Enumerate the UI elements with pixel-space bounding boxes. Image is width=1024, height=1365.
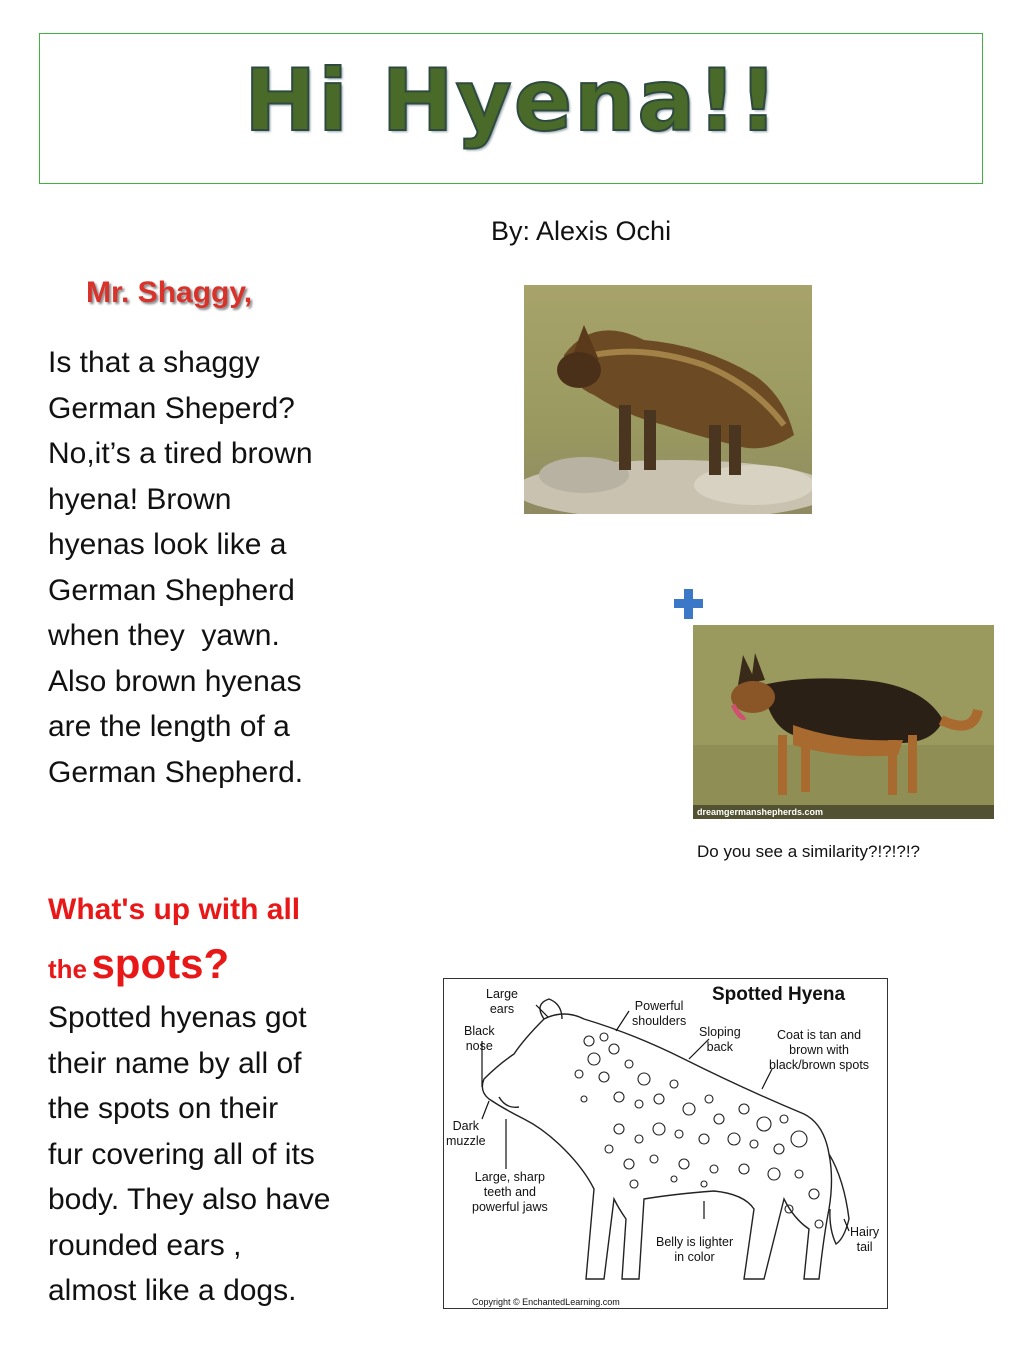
heading-word-the: the	[48, 954, 87, 984]
text-line: German Shepherd	[48, 573, 295, 607]
paragraph-shaggy	[48, 340, 378, 795]
label-large-ears: Large ears	[486, 987, 518, 1016]
brown-hyena-photo	[524, 285, 812, 514]
label-belly: Belly is lighter in color	[656, 1235, 734, 1264]
text-line: Is that a shaggy	[48, 346, 260, 379]
text-line: No,it’s a tired brown	[48, 437, 313, 470]
text-line: are the length of a	[48, 710, 290, 743]
paragraph-spots	[48, 995, 388, 1314]
text-line: body. They also have	[48, 1183, 331, 1216]
diagram-title: Spotted Hyena	[712, 984, 846, 1005]
text-line: German Shepherd.	[48, 755, 304, 789]
text-line: Also brown hyenas	[48, 664, 302, 698]
text-line: when they yawn.	[48, 619, 280, 652]
text-line: German Sheperd?	[48, 391, 295, 425]
diagram-copyright: Copyright © EnchantedLearning.com	[472, 1297, 620, 1307]
text-line: fur covering all of its	[48, 1137, 315, 1171]
photo-watermark: dreamgermanshepherds.com	[697, 807, 824, 817]
label-hairy-tail: Hairy tail	[850, 1225, 880, 1254]
text-line: almost like a dogs.	[48, 1274, 297, 1307]
author-byline: By: Alexis Ochi	[491, 216, 672, 246]
heading-word-spots: spots?	[91, 940, 230, 987]
label-powerful-shoulders: Powerful shoulders	[632, 999, 687, 1028]
similarity-caption: Do you see a similarity?!?!?!?	[697, 842, 920, 861]
page-title: Hi Hyena!!	[244, 51, 780, 151]
text-line: hyenas look like a	[48, 528, 287, 561]
text-line: the spots on their	[48, 1092, 279, 1125]
text-line: hyena! Brown	[48, 482, 232, 516]
label-teeth-jaws: Large, sharp teeth and powerful jaws	[472, 1170, 548, 1214]
german-shepherd-photo	[693, 625, 994, 819]
text-line: Spotted hyenas got	[48, 1001, 307, 1034]
label-sloping-back: Sloping back	[699, 1025, 741, 1054]
plus-icon	[672, 587, 704, 621]
text-line: their name by all of	[48, 1046, 302, 1080]
label-black-nose: Black nose	[464, 1024, 495, 1053]
text-line: rounded ears ,	[48, 1228, 242, 1262]
section-heading-spots: What's up with all	[48, 893, 301, 926]
label-coat: Coat is tan and brown with black/brown spots	[769, 1028, 870, 1072]
section-heading-shaggy: Mr. Shaggy,	[86, 276, 253, 309]
spotted-hyena-diagram	[443, 978, 888, 1309]
label-dark-muzzle: Dark muzzle	[446, 1119, 486, 1148]
section-heading-spots-line2	[48, 940, 229, 998]
